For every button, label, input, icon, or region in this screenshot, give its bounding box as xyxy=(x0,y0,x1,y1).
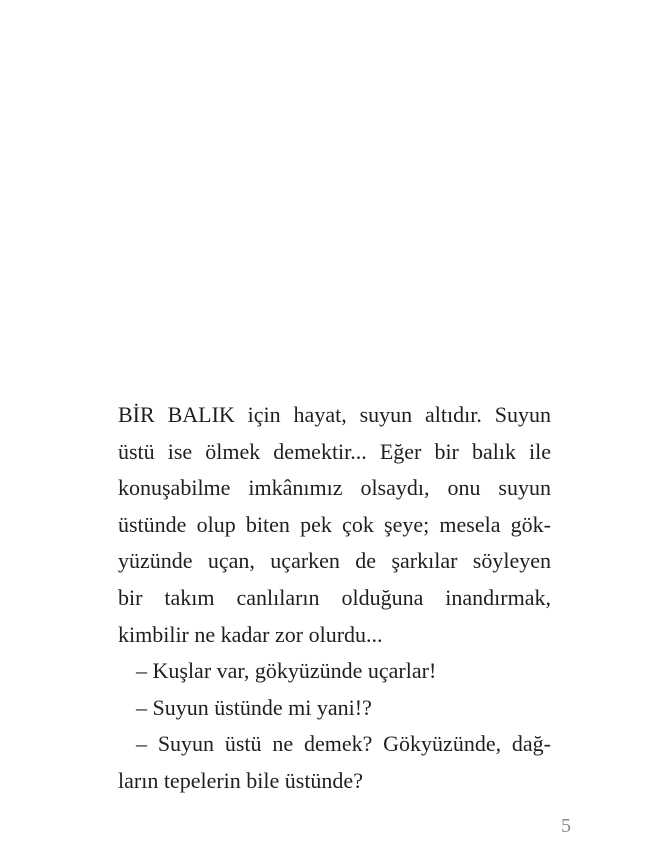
paragraph-line: konuşabilme imkânımız olsaydı, onu suyun xyxy=(118,475,551,501)
paragraph-line: yüzünde uçan, uçarken de şarkılar söyleyen xyxy=(118,548,551,574)
paragraph-line: üstü ise ölmek demektir... Eğer bir balık ile xyxy=(118,438,551,464)
dialogue-line: – Suyun üstünde mi yani!? xyxy=(136,694,372,720)
paragraph-line: BİR BALIK için hayat, suyun altıdır. Suyun xyxy=(118,402,551,427)
dialogue-line: – Kuşlar var, gökyüzünde uçarlar! xyxy=(136,658,437,684)
page-number: 5 xyxy=(561,815,571,837)
dialogue-continuation: ların tepelerin bile üstünde? xyxy=(118,767,363,793)
paragraph-line: üstünde olup biten pek çok şeye; mesela gök- xyxy=(118,511,551,537)
dialogue-line: – Suyun üstü ne demek? Gökyüzünde, dağ- xyxy=(136,731,551,757)
paragraph-line: kimbilir ne kadar zor olurdu... xyxy=(118,621,383,647)
body-text xyxy=(118,397,551,800)
paragraph-line: bir takım canlıların olduğuna inandırmak, xyxy=(118,584,551,610)
